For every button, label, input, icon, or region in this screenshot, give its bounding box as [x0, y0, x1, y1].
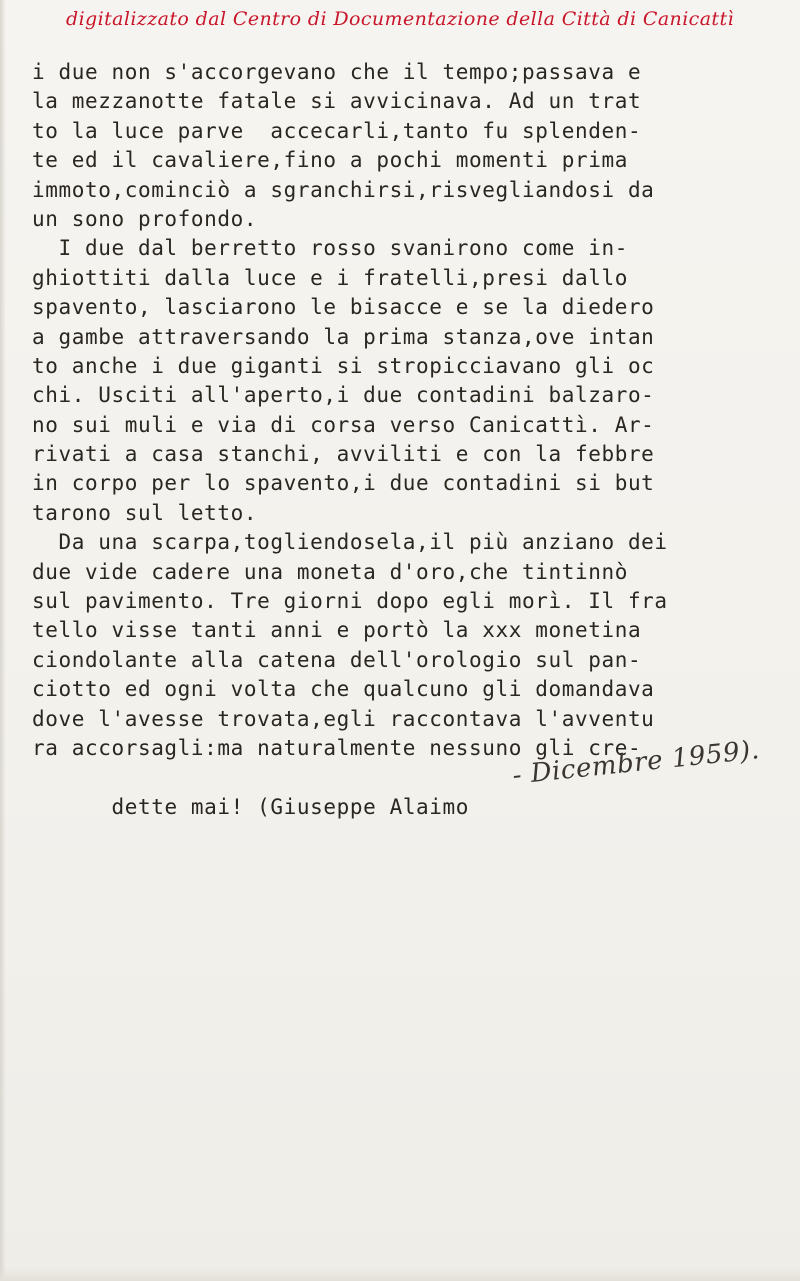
text-line: ra accorsagli:ma naturalmente nessuno gli cre- [32, 735, 642, 760]
text-line: dove l'avesse trovata,egli raccontava l'avventu [32, 706, 655, 731]
text-line: in corpo per lo spavento,i due contadini si but [32, 471, 655, 496]
author-signature: dette mai! (Giuseppe Alaimo [111, 794, 470, 819]
text-line: i due non s'accorgevano che il tempo;passava e [32, 60, 642, 84]
text-line: due vide cadere una moneta d'oro,che tintinnò [32, 559, 628, 584]
text-line: spavento, lasciarono le bisacce e se la diedero [32, 295, 655, 320]
text-line: to la luce parve accecarli,tanto fu splenden- [32, 118, 642, 143]
text-line: sul pavimento. Tre giorni dopo egli morì. Il fra [32, 589, 668, 614]
text-line: te ed il cavaliere,fino a pochi momenti prima [32, 148, 628, 173]
handwritten-date: - Dicembre 1959). [511, 735, 762, 792]
text-line: chi. Usciti all'aperto,i due contadini balzaro- [32, 383, 655, 408]
typewritten-text [32, 58, 792, 819]
text-line: ghiottiti dalla luce e i fratelli,presi dallo [32, 265, 628, 290]
text-line: Da una scarpa,togliendosela,il più anziano dei [32, 530, 668, 555]
text-line: immoto,cominciò a sgranchirsi,risvegliandosi da [32, 177, 655, 202]
text-line: un sono profondo. [32, 206, 258, 231]
text-line: no sui muli e via di corsa verso Canicattì. Ar- [32, 412, 655, 437]
digitization-watermark: digitalizzato dal Centro di Documentazione della Città di Canicattì [66, 8, 734, 30]
text-line: ciotto ed ogni volta che qualcuno gli domandava [32, 677, 655, 702]
text-line: tello visse tanti anni e portò la xxx monetina [32, 618, 642, 643]
text-line: a gambe attraversando la prima stanza,ove intan [32, 324, 655, 349]
text-line: I due dal berretto rosso svanirono come in- [32, 236, 628, 261]
page-bottom-shadow [0, 1267, 800, 1281]
text-line: ciondolante alla catena dell'orologio sul pan- [32, 647, 642, 672]
text-line: rivati a casa stanchi, avviliti e con la febbre [32, 442, 655, 467]
text-line: tarono sul letto. [32, 500, 258, 525]
text-line: to anche i due giganti si stropicciavano gli oc [32, 353, 655, 378]
page-left-shadow [0, 0, 6, 1281]
text-line: la mezzanotte fatale si avvicinava. Ad un trat [32, 89, 642, 114]
